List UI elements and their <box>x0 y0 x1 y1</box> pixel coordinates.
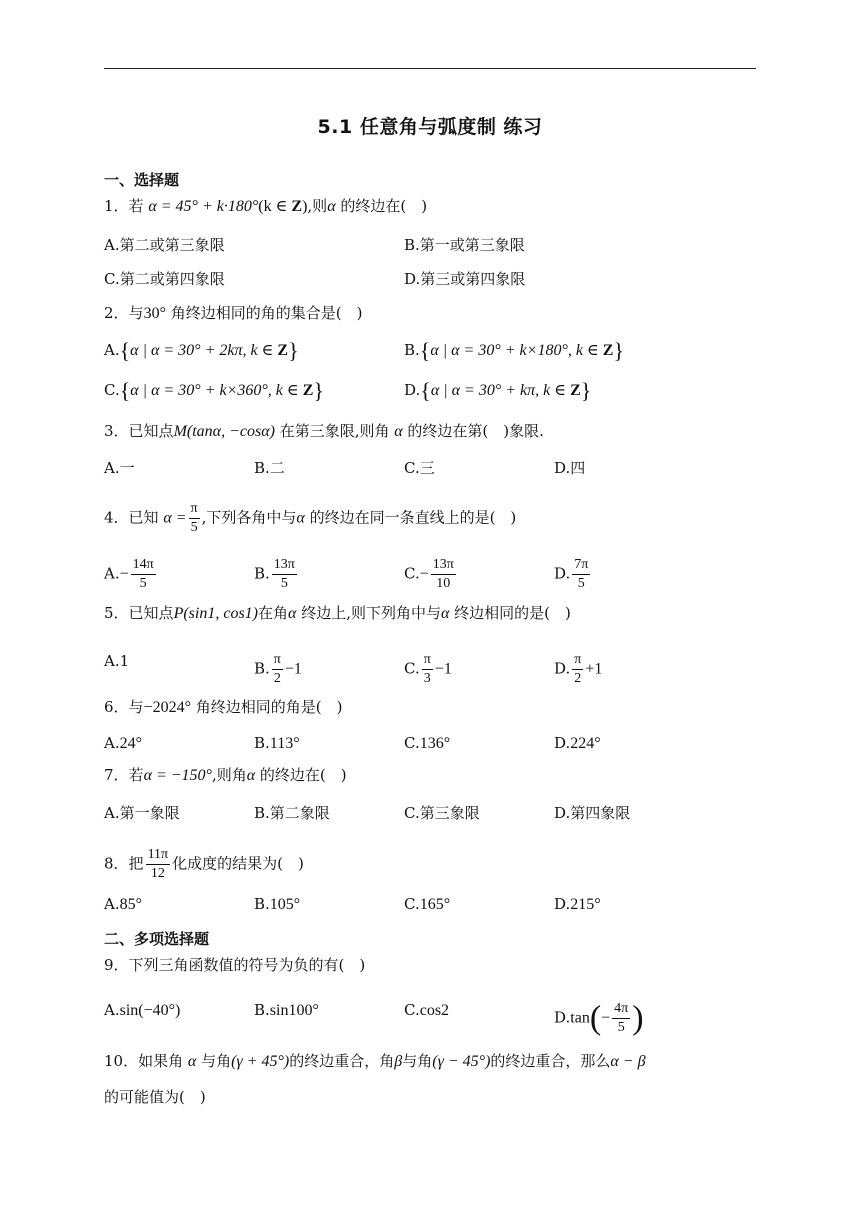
set-expression: α | α = 30° + k×360°, k ∈ <box>130 382 303 399</box>
question-text: 已知点 <box>128 422 174 440</box>
option-d: D. $\frac{7\pi}{5}$ <box>554 557 589 591</box>
question-text: 把 <box>128 854 144 873</box>
fraction: $\frac{13\pi}{10}$ <box>432 557 454 591</box>
question-number: 1． <box>104 197 129 215</box>
question-number: 4． <box>104 508 129 527</box>
option-a: A.一 <box>104 459 135 477</box>
option-a: A.第二或第三象限 <box>104 236 225 254</box>
question-text: 与 <box>128 698 144 716</box>
math-expression: 30° <box>143 305 166 322</box>
section-heading-single-choice: 一、选择题 <box>104 171 180 189</box>
math-expression: (γ − 45°) <box>432 1053 491 1070</box>
option-c: C.第三象限 <box>404 804 480 822</box>
option-c: C.136° <box>404 734 451 752</box>
option-d: D.第三或第四象限 <box>404 270 526 288</box>
question-7 <box>104 765 347 786</box>
question-text: 化成度的结果为( ) <box>172 854 304 873</box>
math-expression: α = −150° <box>143 767 212 784</box>
math-symbol: β <box>394 1053 403 1070</box>
math-symbol: α <box>246 767 256 784</box>
option-a: A.− $\frac{14\pi}{5}$ <box>104 557 154 591</box>
question-number: 6． <box>104 698 129 716</box>
math-expression: α − β <box>610 1053 646 1070</box>
fraction: $\frac{11\pi}{12}$ <box>147 847 169 881</box>
math-symbol: α <box>288 605 297 622</box>
question-text: 若 <box>128 766 144 784</box>
question-4 <box>104 500 516 537</box>
option-c: C.三 <box>404 459 435 477</box>
math-expression: −2024° <box>143 699 191 716</box>
question-10 <box>104 1051 646 1072</box>
option-a: A.85° <box>104 895 143 913</box>
option-b: B.{α | α = 30° + k×180°, k ∈ Z} <box>404 338 625 363</box>
math-condition: (k ∈ Z) <box>258 198 308 215</box>
fraction: $\frac{7\pi}{5}$ <box>574 557 589 591</box>
option-b: B.二 <box>254 459 285 477</box>
option-c: C.{α | α = 30° + k×360°, k ∈ Z} <box>104 378 324 403</box>
set-expression: α | α = 30° + k×180°, k ∈ <box>430 342 603 359</box>
option-c: C.cos2 <box>404 1001 450 1019</box>
question-8 <box>104 846 304 883</box>
question-text: 下列三角函数值的符号为负的有( ) <box>128 956 366 974</box>
question-text: 的终边在( ) <box>255 766 347 784</box>
option-b: B.第一或第三象限 <box>404 236 525 254</box>
question-text: 角终边相同的角的集合是( ) <box>165 304 363 322</box>
question-text: 终边上,则下列角中与 <box>296 604 441 622</box>
option-c: C. $\frac{\pi}{3}$ −1 <box>404 652 452 686</box>
question-text: 的终边在第( )象限. <box>402 422 544 440</box>
fraction: $\frac{\pi}{2}$ <box>273 652 281 686</box>
question-9 <box>104 955 365 975</box>
set-expression: α | α = 30° + 2kπ, k ∈ <box>130 342 278 359</box>
fraction: $\frac{\pi}{5}$ <box>190 501 198 535</box>
question-text: 的终边在同一条直线上的是( ) <box>304 508 517 527</box>
question-text: 已知点 <box>128 604 174 622</box>
math-expression: P(sin1, cos1) <box>173 605 258 622</box>
question-text: 与 <box>128 304 144 322</box>
set-expression: α | α = 30° + kπ, k ∈ <box>430 382 571 399</box>
section-heading-multiple-choice: 二、多项选择题 <box>104 930 210 948</box>
option-d: D.tan(− $\frac{4\pi}{5}$ ) <box>554 999 644 1037</box>
question-text: ,则角 <box>211 766 247 784</box>
option-b: B.105° <box>254 895 301 913</box>
question-number: 9． <box>104 956 129 974</box>
fraction: $\frac{4\pi}{5}$ <box>614 1001 629 1035</box>
option-a: A.第一象限 <box>104 804 180 822</box>
math-expression: M(tanα, −cosα) <box>173 423 275 440</box>
question-text: 的终边在( ) <box>335 197 428 215</box>
option-b: B. $\frac{\pi}{2}$ −1 <box>254 652 302 686</box>
math-symbol: α <box>394 423 403 440</box>
question-10-continuation: 的可能值为( ) <box>104 1088 206 1106</box>
math-symbol: α <box>440 605 450 622</box>
question-text: 如果角 <box>138 1052 184 1070</box>
option-d: D.224° <box>554 734 601 752</box>
option-a: A.{α | α = 30° + 2kπ, k ∈ Z} <box>104 338 299 363</box>
question-text: 若 <box>128 197 144 215</box>
question-number: 10． <box>104 1052 139 1070</box>
header-rule <box>104 68 756 69</box>
fraction: $\frac{\pi}{2}$ <box>574 652 582 686</box>
question-text: ,则 <box>307 197 328 215</box>
math-expression: (γ + 45°) <box>231 1053 290 1070</box>
option-b: B.113° <box>254 734 300 752</box>
question-text: ,下列各角中与 <box>201 508 297 527</box>
question-text: 的终边重合，那么 <box>490 1052 611 1070</box>
math-expression: α = 45° + k·180° <box>148 198 259 215</box>
option-a: A.sin(−40°) <box>104 1001 181 1019</box>
question-number: 5． <box>104 604 129 622</box>
question-text: 在第三象限,则角 <box>274 422 390 440</box>
option-b: B. $\frac{13\pi}{5}$ <box>254 557 295 591</box>
question-number: 8． <box>104 854 129 873</box>
question-2 <box>104 303 362 324</box>
math-symbol: α <box>327 198 336 215</box>
question-6 <box>104 697 342 718</box>
fraction: $\frac{\pi}{3}$ <box>423 652 431 686</box>
question-text: 终边相同的是( ) <box>449 604 571 622</box>
question-text: 的终边重合，角 <box>289 1052 395 1070</box>
question-number: 2． <box>104 304 129 322</box>
option-c: C.165° <box>404 895 451 913</box>
question-5 <box>104 603 571 624</box>
question-text: 在角 <box>258 604 289 622</box>
question-number: 7． <box>104 766 129 784</box>
math-symbol: α <box>187 1053 197 1070</box>
option-b: B.sin100° <box>254 1001 319 1019</box>
page-title: 5.1 任意角与弧度制 练习 <box>317 116 543 138</box>
option-c: C.− $\frac{13\pi}{10}$ <box>404 557 454 591</box>
option-d: D.215° <box>554 895 601 913</box>
option-b: B.第二象限 <box>254 804 330 822</box>
question-text: 角终边相同的角是( ) <box>190 698 343 716</box>
math-symbol: α <box>296 509 305 527</box>
question-number: 3． <box>104 422 129 440</box>
math-symbol: α = <box>163 509 187 527</box>
question-text: 与角 <box>196 1052 232 1070</box>
option-a: A.1 <box>104 652 130 670</box>
option-c: C.第二或第四象限 <box>104 270 225 288</box>
option-d: D.四 <box>554 459 586 477</box>
fraction: $\frac{13\pi}{5}$ <box>273 557 295 591</box>
fraction: $\frac{14\pi}{5}$ <box>132 557 154 591</box>
option-d: D.{α | α = 30° + kπ, k ∈ Z} <box>404 378 592 403</box>
option-d: D.第四象限 <box>554 804 631 822</box>
question-text: 已知 <box>128 508 159 527</box>
question-3 <box>104 421 544 442</box>
option-d: D. $\frac{\pi}{2}$ +1 <box>554 652 603 686</box>
option-a: A.24° <box>104 734 143 752</box>
question-1 <box>104 196 427 217</box>
question-text: 与角 <box>402 1052 433 1070</box>
